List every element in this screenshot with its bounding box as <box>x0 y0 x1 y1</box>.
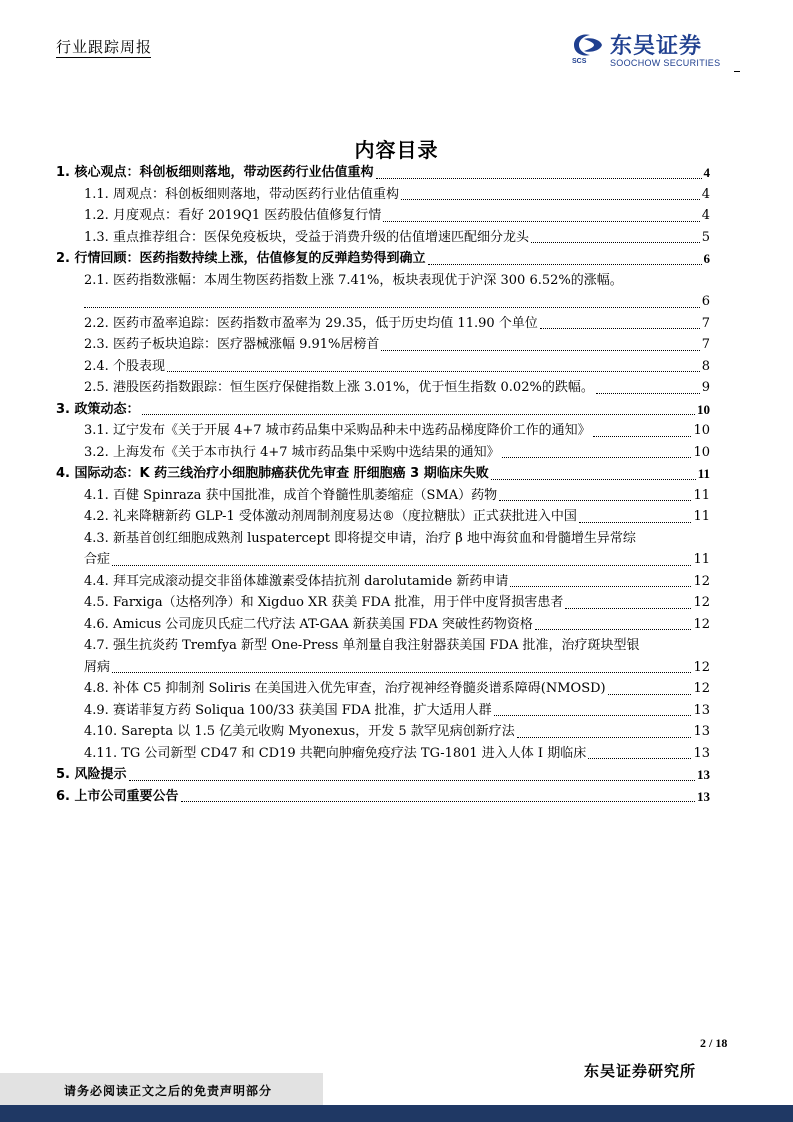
toc-entry[interactable] <box>56 270 710 313</box>
toc-entry[interactable] <box>56 334 710 356</box>
toc-section[interactable] <box>56 162 710 184</box>
toc-entry-text: 赛诺菲复方药 Soliqua 100/33 获美国 FDA 批准，扩大适用人群 <box>112 702 492 718</box>
toc-entry-page: 13 <box>693 724 710 739</box>
toc-entry-page: 12 <box>693 595 710 610</box>
toc-leader-dots <box>535 629 692 630</box>
toc-entry[interactable] <box>56 227 710 249</box>
toc-leader-dots <box>494 715 692 716</box>
toc-entry[interactable] <box>56 356 710 378</box>
toc-entry-first-line <box>84 270 710 292</box>
toc-entry-text: 医药市盈率追踪：医药指数市盈率为 29.35，低于历史均值 11.90 个单位 <box>112 315 538 331</box>
toc-entry[interactable] <box>56 571 710 593</box>
toc-entry-number: 2.4. <box>84 358 109 374</box>
toc-entry-page: 11 <box>697 466 710 481</box>
toc-entry-number: 4.7. <box>84 638 109 653</box>
toc-title: 内容目录 <box>354 138 439 162</box>
toc-entry-text: 港股医药指数跟踪：恒生医疗保健指数上涨 3.01%，优于恒生指数 0.02%的跌幅。 <box>112 380 594 395</box>
toc-entry-page: 7 <box>701 337 710 352</box>
toc-entry-text: 医药指数涨幅：本周生物医药指数上涨 7.41%，板块表现优于沪深 300 6.52%的涨幅。 <box>112 272 623 288</box>
toc-entry-number: 4.10. <box>84 724 118 739</box>
toc-entry-page: 9 <box>701 380 710 395</box>
toc-entry-second-line <box>84 291 710 313</box>
toc-entry-page: 13 <box>693 702 710 718</box>
toc-entry-text: 礼来降糖新药 GLP-1 受体激动剂周制剂度易达®（度拉糖肽）正式获批进入中国 <box>112 509 577 524</box>
toc-entry-page: 12 <box>693 659 710 675</box>
toc-entry-text: 百健 Spinraza 获中国批准，成首个脊髓性肌萎缩症（SMA）药物 <box>112 487 498 503</box>
toc-entry-text: 新基首创红细胞成熟剂 luspatercept 即将提交申请，治疗 β 地中海贫血和骨髓增生异常综 <box>112 530 636 546</box>
toc-entry-page: 13 <box>693 745 710 761</box>
toc-entry-page: 5 <box>701 229 710 245</box>
toc-leader-dots <box>112 565 691 566</box>
toc-entry[interactable] <box>56 700 710 722</box>
toc-entry-number: 6. <box>56 788 70 804</box>
toc-entry-number: 5. <box>56 767 70 782</box>
logo-chinese-name: 东吴证券 <box>610 34 703 59</box>
toc-entry-text: 个股表现 <box>112 358 165 374</box>
toc-leader-dots <box>181 801 695 802</box>
table-of-contents <box>56 162 710 807</box>
toc-leader-dots <box>608 694 692 695</box>
toc-entry-page: 8 <box>701 358 710 374</box>
toc-entry-number: 4. <box>56 466 70 481</box>
toc-entry-page: 6 <box>701 294 710 309</box>
toc-entry[interactable] <box>56 528 710 571</box>
toc-entry[interactable] <box>56 614 710 636</box>
toc-leader-dots <box>593 436 692 437</box>
toc-entry-page: 12 <box>693 616 710 632</box>
toc-entry-second-line <box>84 549 710 571</box>
toc-entry-number: 4.5. <box>84 595 109 610</box>
logo-mark-icon <box>570 31 606 59</box>
toc-entry-page: 10 <box>697 401 710 417</box>
toc-section[interactable] <box>56 786 710 808</box>
toc-section[interactable] <box>56 463 710 485</box>
toc-leader-dots <box>401 199 700 200</box>
toc-entry-page: 4 <box>703 165 710 180</box>
toc-entry-page: 10 <box>693 423 710 438</box>
toc-entry-first-line <box>84 528 710 550</box>
disclaimer-text: 请务必阅读正文之后的免责声明部分 <box>64 1084 273 1098</box>
toc-entry[interactable] <box>56 678 710 700</box>
toc-entry[interactable] <box>56 592 710 614</box>
toc-entry-number: 4.8. <box>84 681 109 696</box>
toc-entry[interactable] <box>56 485 710 507</box>
toc-leader-dots <box>588 758 691 759</box>
toc-entry-text: TG 公司新型 CD47 和 CD19 共靶向肿瘤免疫疗法 TG-1801 进入人体 I 期临床 <box>121 745 587 761</box>
toc-leader-dots <box>428 264 702 265</box>
toc-entry-text-continued: 合症 <box>84 552 111 567</box>
toc-entry-text: Amicus 公司庞贝氏症二代疗法 AT-GAA 新获美国 FDA 突破性药物资格 <box>112 616 533 632</box>
toc-leader-dots <box>381 350 699 351</box>
toc-entry[interactable] <box>56 313 710 335</box>
toc-entry-number: 2.3. <box>84 337 109 352</box>
toc-entry-text: 强生抗炎药 Tremfya 新型 One-Press 单剂量自我注射器获美国 FDA 批准，治疗斑块型银 <box>112 638 640 653</box>
toc-entry-text: 重点推荐组合：医保免疫板块，受益于消费升级的估值增速匹配细分龙头 <box>112 229 529 245</box>
toc-entry-number: 1.2. <box>84 208 109 223</box>
toc-section[interactable] <box>56 764 710 786</box>
toc-leader-dots <box>540 328 700 329</box>
toc-entry-page: 4 <box>701 208 710 223</box>
toc-entry-first-line <box>84 635 710 657</box>
footer-company: 东吴证券研究所 <box>584 1062 697 1080</box>
toc-entry-text: Farxiga（达格列净）和 Xigduo XR 获美 FDA 批准，用于伴中度肾损害患者 <box>112 595 564 610</box>
toc-entry-text: 风险提示 <box>74 767 127 782</box>
toc-entry-number: 2.1. <box>84 272 109 288</box>
toc-entry-second-line <box>84 657 710 679</box>
toc-entry-number: 3.1. <box>84 423 109 438</box>
toc-entry-page: 12 <box>693 681 710 696</box>
toc-entry-page: 6 <box>703 251 710 266</box>
toc-entry[interactable] <box>56 205 710 227</box>
toc-entry-text: 行情回顾：医药指数持续上涨，估值修复的反弹趋势得到确立 <box>74 251 426 266</box>
toc-entry-text: Sarepta 以 1.5 亿美元收购 Myonexus，开发 5 款罕见病创新疗法 <box>121 724 515 739</box>
toc-entry-number: 1. <box>56 165 70 180</box>
toc-entry-text-continued: 屑病 <box>84 659 111 675</box>
toc-entry-page: 11 <box>693 487 710 503</box>
footer-bar <box>0 1105 793 1122</box>
toc-leader-dots <box>491 479 696 480</box>
toc-leader-dots <box>376 178 702 179</box>
toc-entry-page: 11 <box>693 552 710 567</box>
toc-entry-number: 2.5. <box>84 380 109 395</box>
report-type-label: 行业跟踪周报 <box>56 38 153 56</box>
toc-entry[interactable] <box>56 442 710 464</box>
toc-leader-dots <box>112 672 691 673</box>
toc-leader-dots <box>579 522 692 523</box>
toc-leader-dots <box>383 221 699 222</box>
toc-entry-number: 4.9. <box>84 702 109 718</box>
toc-entry-number: 1.3. <box>84 229 109 245</box>
toc-entry-text: 补体 C5 抑制剂 Soliris 在美国进入优先审查，治疗视神经脊髓炎谱系障碍(NMOSD) <box>112 681 606 696</box>
toc-entry-text: 拜耳完成滚动提交非甾体雄激素受体拮抗剂 darolutamide 新药申请 <box>112 573 509 589</box>
toc-entry-number: 1.1. <box>84 186 109 202</box>
toc-entry[interactable] <box>56 635 710 678</box>
page-number: 2 / 18 <box>700 1036 728 1050</box>
toc-entry-number: 2. <box>56 251 70 266</box>
toc-entry-text: 辽宁发布《关于开展 4+7 城市药品集中采购品种未中选药品梯度降价工作的通知》 <box>112 423 591 438</box>
toc-section[interactable] <box>56 248 710 270</box>
toc-entry-text: 上海发布《关于本市执行 4+7 城市药品集中采购中选结果的通知》 <box>112 444 500 460</box>
toc-entry-number: 4.11. <box>84 745 118 761</box>
toc-entry-number: 4.3. <box>84 530 109 546</box>
toc-entry-text: 政策动态： <box>74 401 140 417</box>
header-underline <box>56 57 151 58</box>
toc-leader-dots <box>510 586 691 587</box>
toc-entry[interactable] <box>56 184 710 206</box>
toc-entry-number: 3. <box>56 401 70 417</box>
toc-leader-dots <box>565 608 691 609</box>
toc-entry-number: 4.4. <box>84 573 109 589</box>
toc-entry[interactable] <box>56 743 710 765</box>
toc-leader-dots <box>596 393 700 394</box>
toc-entry[interactable] <box>56 506 710 528</box>
toc-leader-dots <box>84 307 700 308</box>
toc-entry-text: 核心观点：科创板细则落地，带动医药行业估值重构 <box>74 165 374 180</box>
company-logo <box>570 31 740 73</box>
toc-entry-text: 月度观点：看好 2019Q1 医药股估值修复行情 <box>112 208 382 223</box>
toc-entry-page: 7 <box>701 315 710 331</box>
toc-entry-number: 2.2. <box>84 315 109 331</box>
toc-entry-number: 4.6. <box>84 616 109 632</box>
toc-leader-dots <box>499 500 691 501</box>
toc-entry-text: 医药子板块追踪：医疗器械涨幅 9.91%居榜首 <box>112 337 380 352</box>
toc-leader-dots <box>502 457 692 458</box>
toc-entry[interactable] <box>56 721 710 743</box>
toc-leader-dots <box>142 414 695 415</box>
toc-entry-text: 国际动态：K 药三线治疗小细胞肺癌获优先审查 肝细胞癌 3 期临床失败 <box>74 466 489 481</box>
toc-entry-page: 11 <box>693 509 710 524</box>
logo-abbreviation: SCS <box>572 58 587 65</box>
toc-entry-text: 周观点：科创板细则落地，带动医药行业估值重构 <box>112 186 399 202</box>
toc-entry-page: 13 <box>697 767 710 782</box>
toc-leader-dots <box>129 780 695 781</box>
toc-entry-page: 10 <box>693 444 710 460</box>
toc-entry-number: 3.2. <box>84 444 109 460</box>
toc-entry-page: 12 <box>693 573 710 589</box>
toc-entry[interactable] <box>56 420 710 442</box>
toc-entry-text: 上市公司重要公告 <box>74 788 179 804</box>
toc-entry[interactable] <box>56 377 710 399</box>
toc-leader-dots <box>517 737 692 738</box>
toc-entry-page: 4 <box>701 186 710 202</box>
toc-entry-page: 13 <box>697 788 710 804</box>
toc-entry-number: 4.2. <box>84 509 109 524</box>
header-dash <box>734 71 740 72</box>
toc-leader-dots <box>167 371 700 372</box>
toc-entry-number: 4.1. <box>84 487 109 503</box>
toc-section[interactable] <box>56 399 710 421</box>
logo-english-name: SOOCHOW SECURITIES <box>610 58 721 68</box>
toc-leader-dots <box>531 242 700 243</box>
